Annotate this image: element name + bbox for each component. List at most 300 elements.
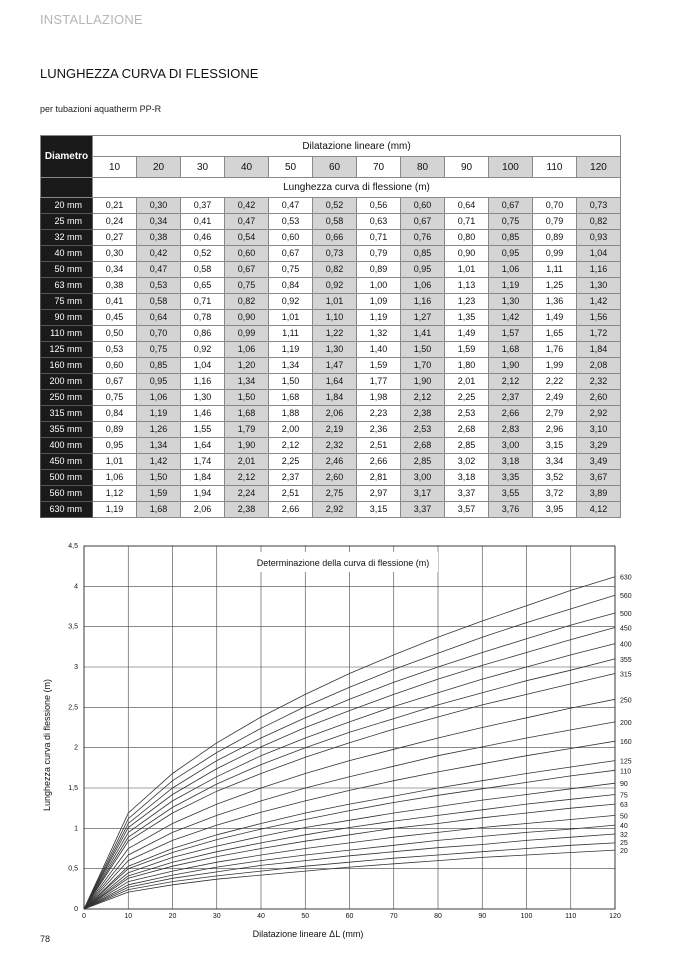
table-cell: 0,82: [313, 262, 357, 278]
table-cell: 1,30: [313, 342, 357, 358]
table-cell: 0,75: [137, 342, 181, 358]
table-cell: 1,50: [137, 470, 181, 486]
section-header: INSTALLAZIONE: [40, 12, 143, 27]
table-cell: 0,56: [357, 198, 401, 214]
table-cell: 0,84: [269, 278, 313, 294]
table-cell: 2,06: [181, 502, 225, 518]
series-label: 160: [620, 739, 632, 747]
table-cell: 2,53: [445, 406, 489, 422]
y-tick-label: 0: [74, 906, 78, 913]
series-label: 355: [620, 656, 632, 664]
table-cell: 2,96: [533, 422, 577, 438]
y-tick-label: 1,5: [68, 785, 78, 792]
table-cell: 0,21: [93, 198, 137, 214]
y-tick-label: 0,5: [68, 865, 78, 873]
table-cell: 0,67: [401, 214, 445, 230]
table-cell: 3,00: [489, 438, 533, 454]
table-cell: 1,19: [489, 278, 533, 294]
table-cell: 0,67: [269, 246, 313, 262]
table-cell: 4,12: [577, 502, 621, 518]
table-cell: 1,19: [93, 502, 137, 518]
table-cell: 0,63: [357, 214, 401, 230]
table-cell: 1,74: [181, 454, 225, 470]
table-cell: 1,04: [181, 358, 225, 374]
x-tick-label: 90: [478, 913, 487, 920]
table-cell: 1,19: [357, 310, 401, 326]
table-cell: 0,24: [93, 214, 137, 230]
column-header: 60: [313, 157, 357, 178]
table-cell: 1,77: [357, 374, 401, 390]
column-header: 80: [401, 157, 445, 178]
table-cell: 1,16: [181, 374, 225, 390]
table-cell: 2,32: [313, 438, 357, 454]
series-label: 200: [620, 719, 632, 727]
table-cell: 0,53: [269, 214, 313, 230]
table-cell: 1,72: [577, 326, 621, 342]
table-cell: 0,47: [137, 262, 181, 278]
table-cell: 1,50: [401, 342, 445, 358]
row-diameter-label: 25 mm: [41, 214, 93, 230]
table-cell: 2,23: [357, 406, 401, 422]
x-axis-label: Dilatazione lineare ΔL (mm): [252, 929, 364, 939]
table-cell: 1,76: [533, 342, 577, 358]
table-cell: 0,90: [225, 310, 269, 326]
table-cell: 1,32: [357, 326, 401, 342]
diameter-header: Diametro: [41, 136, 93, 178]
table-cell: 0,52: [313, 198, 357, 214]
table-cell: 2,25: [445, 390, 489, 406]
table-cell: 1,34: [137, 438, 181, 454]
table-cell: 3,17: [401, 486, 445, 502]
series-label: 500: [620, 610, 632, 618]
table-cell: 1,11: [269, 326, 313, 342]
row-diameter-label: 160 mm: [41, 358, 93, 374]
table-cell: 1,34: [269, 358, 313, 374]
table-cell: 1,22: [313, 326, 357, 342]
table-cell: 1,88: [269, 406, 313, 422]
table-cell: 3,35: [489, 470, 533, 486]
row-diameter-label: 40 mm: [41, 246, 93, 262]
column-header: 20: [137, 157, 181, 178]
table-cell: 2,06: [313, 406, 357, 422]
table-cell: 2,79: [533, 406, 577, 422]
table-cell: 1,79: [225, 422, 269, 438]
table-cell: 1,19: [269, 342, 313, 358]
table-cell: 0,71: [445, 214, 489, 230]
table-cell: 0,85: [401, 246, 445, 262]
table-cell: 0,92: [313, 278, 357, 294]
table-cell: 0,46: [181, 230, 225, 246]
column-header: 120: [577, 157, 621, 178]
table-cell: 2,68: [445, 422, 489, 438]
table-cell: 0,86: [181, 326, 225, 342]
row-diameter-label: 110 mm: [41, 326, 93, 342]
series-label: 75: [620, 792, 628, 800]
table-cell: 2,12: [225, 470, 269, 486]
table-cell: 0,75: [93, 390, 137, 406]
column-header: 40: [225, 157, 269, 178]
table-cell: 1,30: [181, 390, 225, 406]
table-cell: 0,99: [533, 246, 577, 262]
table-cell: 2,97: [357, 486, 401, 502]
table-cell: 0,73: [313, 246, 357, 262]
x-tick-label: 80: [434, 913, 442, 920]
table-cell: 0,75: [489, 214, 533, 230]
table-cell: 2,66: [357, 454, 401, 470]
table-cell: 2,85: [445, 438, 489, 454]
table-cell: 2,12: [401, 390, 445, 406]
table-cell: 3,15: [357, 502, 401, 518]
series-label: 32: [620, 831, 628, 839]
table-cell: 1,47: [313, 358, 357, 374]
table-cell: 2,25: [269, 454, 313, 470]
y-tick-label: 1: [74, 825, 78, 833]
table-cell: 2,38: [401, 406, 445, 422]
table-cell: 1,16: [577, 262, 621, 278]
table-cell: 0,84: [93, 406, 137, 422]
table-cell: 0,65: [181, 278, 225, 294]
table-cell: 3,02: [445, 454, 489, 470]
table-cell: 0,89: [93, 422, 137, 438]
table-cell: 1,06: [489, 262, 533, 278]
column-header: 70: [357, 157, 401, 178]
x-tick-label: 60: [345, 913, 354, 920]
table-cell: 2,08: [577, 358, 621, 374]
table-cell: 3,37: [401, 502, 445, 518]
table-cell: 0,30: [137, 198, 181, 214]
table-cell: 1,10: [313, 310, 357, 326]
table-cell: 1,68: [269, 390, 313, 406]
chart-title: Determinazione della curva di flessione (m): [256, 558, 430, 568]
table-cell: 0,95: [401, 262, 445, 278]
table-cell: 0,67: [93, 374, 137, 390]
table-cell: 1,94: [181, 486, 225, 502]
column-header: 30: [181, 157, 225, 178]
table-cell: 1,90: [489, 358, 533, 374]
table-cell: 1,68: [489, 342, 533, 358]
table-cell: 1,06: [93, 470, 137, 486]
table-cell: 1,64: [181, 438, 225, 454]
table-cell: 0,30: [93, 246, 137, 262]
table-cell: 1,06: [225, 342, 269, 358]
table-cell: 1,42: [137, 454, 181, 470]
table-cell: 0,60: [225, 246, 269, 262]
column-header: 100: [489, 157, 533, 178]
table-cell: 2,00: [269, 422, 313, 438]
table-cell: 0,82: [225, 294, 269, 310]
table-cell: 1,40: [357, 342, 401, 358]
table-cell: 1,23: [445, 294, 489, 310]
table-cell: 1,68: [225, 406, 269, 422]
table-cell: 2,68: [401, 438, 445, 454]
table-cell: 2,51: [357, 438, 401, 454]
series-label: 110: [620, 768, 632, 776]
table-cell: 0,27: [93, 230, 137, 246]
table-cell: 1,01: [269, 310, 313, 326]
table-cell: 1,50: [269, 374, 313, 390]
table-cell: 1,41: [401, 326, 445, 342]
table-cell: 1,46: [181, 406, 225, 422]
series-label: 90: [620, 781, 628, 789]
table-cell: 2,01: [445, 374, 489, 390]
table-cell: 2,81: [357, 470, 401, 486]
table-cell: 1,49: [533, 310, 577, 326]
table-cell: 0,53: [93, 342, 137, 358]
table-cell: 1,98: [357, 390, 401, 406]
table-cell: 1,84: [181, 470, 225, 486]
page-subtitle: per tubazioni aquatherm PP-R: [40, 104, 162, 114]
table-cell: 3,29: [577, 438, 621, 454]
table-cell: 2,22: [533, 374, 577, 390]
table-cell: 1,12: [93, 486, 137, 502]
series-label: 20: [620, 848, 628, 856]
table-cell: 0,58: [313, 214, 357, 230]
table-cell: 2,53: [401, 422, 445, 438]
table-cell: 0,95: [489, 246, 533, 262]
table-cell: 1,27: [401, 310, 445, 326]
series-label: 25: [620, 840, 628, 848]
table-cell: 0,60: [93, 358, 137, 374]
table-cell: 0,75: [225, 278, 269, 294]
table-cell: 1,16: [401, 294, 445, 310]
series-label: 63: [620, 802, 628, 810]
table-cell: 1,59: [445, 342, 489, 358]
table-cell: 1,64: [313, 374, 357, 390]
table-cell: 0,58: [137, 294, 181, 310]
table-cell: 1,50: [225, 390, 269, 406]
x-tick-label: 70: [389, 913, 398, 920]
table-cell: 1,00: [357, 278, 401, 294]
table-cell: 1,26: [137, 422, 181, 438]
row-diameter-label: 200 mm: [41, 374, 93, 390]
x-tick-label: 40: [257, 913, 265, 920]
table-cell: 1,13: [445, 278, 489, 294]
table-cell: 0,79: [533, 214, 577, 230]
table-cell: 0,42: [225, 198, 269, 214]
table-cell: 0,95: [93, 438, 137, 454]
y-tick-label: 2: [74, 744, 78, 752]
table-cell: 0,79: [357, 246, 401, 262]
table-cell: 3,37: [445, 486, 489, 502]
row-diameter-label: 125 mm: [41, 342, 93, 358]
table-cell: 0,92: [181, 342, 225, 358]
table-cell: 1,01: [93, 454, 137, 470]
series-label: 450: [620, 625, 632, 633]
column-header: 50: [269, 157, 313, 178]
column-header: 10: [93, 157, 137, 178]
table-cell: 0,52: [181, 246, 225, 262]
y-tick-label: 3: [74, 664, 78, 671]
table-cell: 0,42: [137, 246, 181, 262]
table-cell: 1,65: [533, 326, 577, 342]
table-cell: 2,19: [313, 422, 357, 438]
table-cell: 2,12: [269, 438, 313, 454]
x-tick-label: 30: [212, 913, 221, 920]
linear-expansion-header: Dilatazione lineare (mm): [93, 136, 621, 157]
table-cell: 3,15: [533, 438, 577, 454]
table-cell: 1,84: [313, 390, 357, 406]
table-cell: 0,80: [445, 230, 489, 246]
row-diameter-label: 450 mm: [41, 454, 93, 470]
series-label: 40: [620, 823, 628, 831]
table-cell: 1,55: [181, 422, 225, 438]
table-cell: 1,59: [137, 486, 181, 502]
series-label: 560: [620, 593, 632, 601]
table-cell: 0,37: [181, 198, 225, 214]
table-cell: 2,38: [225, 502, 269, 518]
table-cell: 1,57: [489, 326, 533, 342]
table-cell: 2,66: [489, 406, 533, 422]
table-cell: 1,20: [225, 358, 269, 374]
table-cell: 0,58: [181, 262, 225, 278]
table-cell: 1,30: [489, 294, 533, 310]
y-axis-label: Lunghezza curva di flessione (m): [42, 678, 52, 812]
table-cell: 1,70: [401, 358, 445, 374]
x-tick-label: 50: [301, 913, 310, 920]
row-diameter-label: 355 mm: [41, 422, 93, 438]
table-cell: 0,64: [137, 310, 181, 326]
table-cell: 0,60: [401, 198, 445, 214]
table-cell: 2,46: [313, 454, 357, 470]
table-cell: 0,71: [181, 294, 225, 310]
table-cell: 2,37: [489, 390, 533, 406]
table-cell: 3,00: [401, 470, 445, 486]
row-diameter-label: 560 mm: [41, 486, 93, 502]
table-cell: 1,01: [445, 262, 489, 278]
table-cell: 0,85: [489, 230, 533, 246]
table-cell: 0,90: [445, 246, 489, 262]
page-title: LUNGHEZZA CURVA DI FLESSIONE: [40, 66, 259, 81]
table-cell: 0,60: [269, 230, 313, 246]
bend-length-header: Lunghezza curva di flessione (m): [93, 178, 621, 198]
table-cell: 0,47: [269, 198, 313, 214]
table-cell: 2,49: [533, 390, 577, 406]
table-cell: 2,32: [577, 374, 621, 390]
table-cell: 0,64: [445, 198, 489, 214]
table-cell: 2,92: [577, 406, 621, 422]
y-tick-label: 3,5: [68, 623, 78, 631]
row-diameter-label: 500 mm: [41, 470, 93, 486]
table-cell: 2,24: [225, 486, 269, 502]
row-diameter-label: 250 mm: [41, 390, 93, 406]
series-label: 315: [620, 671, 632, 679]
row-diameter-label: 32 mm: [41, 230, 93, 246]
x-tick-label: 120: [609, 913, 621, 920]
table-cell: 0,82: [577, 214, 621, 230]
table-cell: 0,93: [577, 230, 621, 246]
series-label: 125: [620, 758, 632, 766]
table-cell: 0,38: [137, 230, 181, 246]
table-cell: 2,60: [313, 470, 357, 486]
column-header: 90: [445, 157, 489, 178]
row-diameter-label: 50 mm: [41, 262, 93, 278]
table-cell: 1,90: [225, 438, 269, 454]
table-cell: 1,34: [225, 374, 269, 390]
series-label: 630: [620, 574, 632, 582]
page-number: 78: [40, 934, 51, 944]
table-cell: 0,34: [93, 262, 137, 278]
table-cell: 0,70: [137, 326, 181, 342]
table-cell: 0,89: [533, 230, 577, 246]
table-cell: 0,73: [577, 198, 621, 214]
table-cell: 0,53: [137, 278, 181, 294]
x-tick-label: 20: [168, 913, 177, 920]
table-cell: 1,84: [577, 342, 621, 358]
row-diameter-label: 90 mm: [41, 310, 93, 326]
table-cell: 2,60: [577, 390, 621, 406]
table-cell: 3,18: [489, 454, 533, 470]
row-diameter-label: 63 mm: [41, 278, 93, 294]
x-tick-label: 0: [82, 913, 86, 920]
table-cell: 1,49: [445, 326, 489, 342]
table-cell: 2,83: [489, 422, 533, 438]
table-cell: 2,75: [313, 486, 357, 502]
x-tick-label: 110: [565, 913, 577, 920]
table-cell: 3,76: [489, 502, 533, 518]
table-cell: 1,80: [445, 358, 489, 374]
table-cell: 1,90: [401, 374, 445, 390]
x-tick-label: 100: [520, 913, 533, 920]
table-cell: 1,30: [577, 278, 621, 294]
table-cell: 1,68: [137, 502, 181, 518]
table-cell: 0,75: [269, 262, 313, 278]
column-header: 110: [533, 157, 577, 178]
table-cell: 2,36: [357, 422, 401, 438]
table-cell: 3,95: [533, 502, 577, 518]
table-cell: 3,49: [577, 454, 621, 470]
table-cell: 1,25: [533, 278, 577, 294]
table-cell: 1,59: [357, 358, 401, 374]
table-cell: 1,35: [445, 310, 489, 326]
table-cell: 0,89: [357, 262, 401, 278]
y-tick-label: 2,5: [68, 704, 78, 712]
table-cell: 0,41: [181, 214, 225, 230]
table-cell: 3,55: [489, 486, 533, 502]
table-cell: 0,78: [181, 310, 225, 326]
table-cell: 1,42: [489, 310, 533, 326]
table-cell: 3,10: [577, 422, 621, 438]
y-tick-label: 4: [74, 583, 78, 591]
table-cell: 0,34: [137, 214, 181, 230]
table-cell: 3,89: [577, 486, 621, 502]
table-cell: 0,67: [489, 198, 533, 214]
row-diameter-label: 75 mm: [41, 294, 93, 310]
table-cell: 1,19: [137, 406, 181, 422]
table-cell: 2,51: [269, 486, 313, 502]
table-cell: 0,50: [93, 326, 137, 342]
row-diameter-label: 20 mm: [41, 198, 93, 214]
table-cell: 3,72: [533, 486, 577, 502]
table-cell: 0,70: [533, 198, 577, 214]
table-cell: 1,36: [533, 294, 577, 310]
table-cell: 3,52: [533, 470, 577, 486]
table-cell: 1,04: [577, 246, 621, 262]
table-cell: 2,66: [269, 502, 313, 518]
table-cell: 0,47: [225, 214, 269, 230]
table-cell: 1,06: [137, 390, 181, 406]
series-label: 400: [620, 641, 632, 649]
table-cell: 2,01: [225, 454, 269, 470]
table-cell: 3,67: [577, 470, 621, 486]
series-label: 50: [620, 813, 628, 821]
row-diameter-label: 400 mm: [41, 438, 93, 454]
table-cell: 3,18: [445, 470, 489, 486]
table-cell: 1,01: [313, 294, 357, 310]
table-cell: 0,76: [401, 230, 445, 246]
table-cell: 0,67: [225, 262, 269, 278]
table-cell: 0,54: [225, 230, 269, 246]
x-tick-label: 10: [124, 913, 133, 920]
